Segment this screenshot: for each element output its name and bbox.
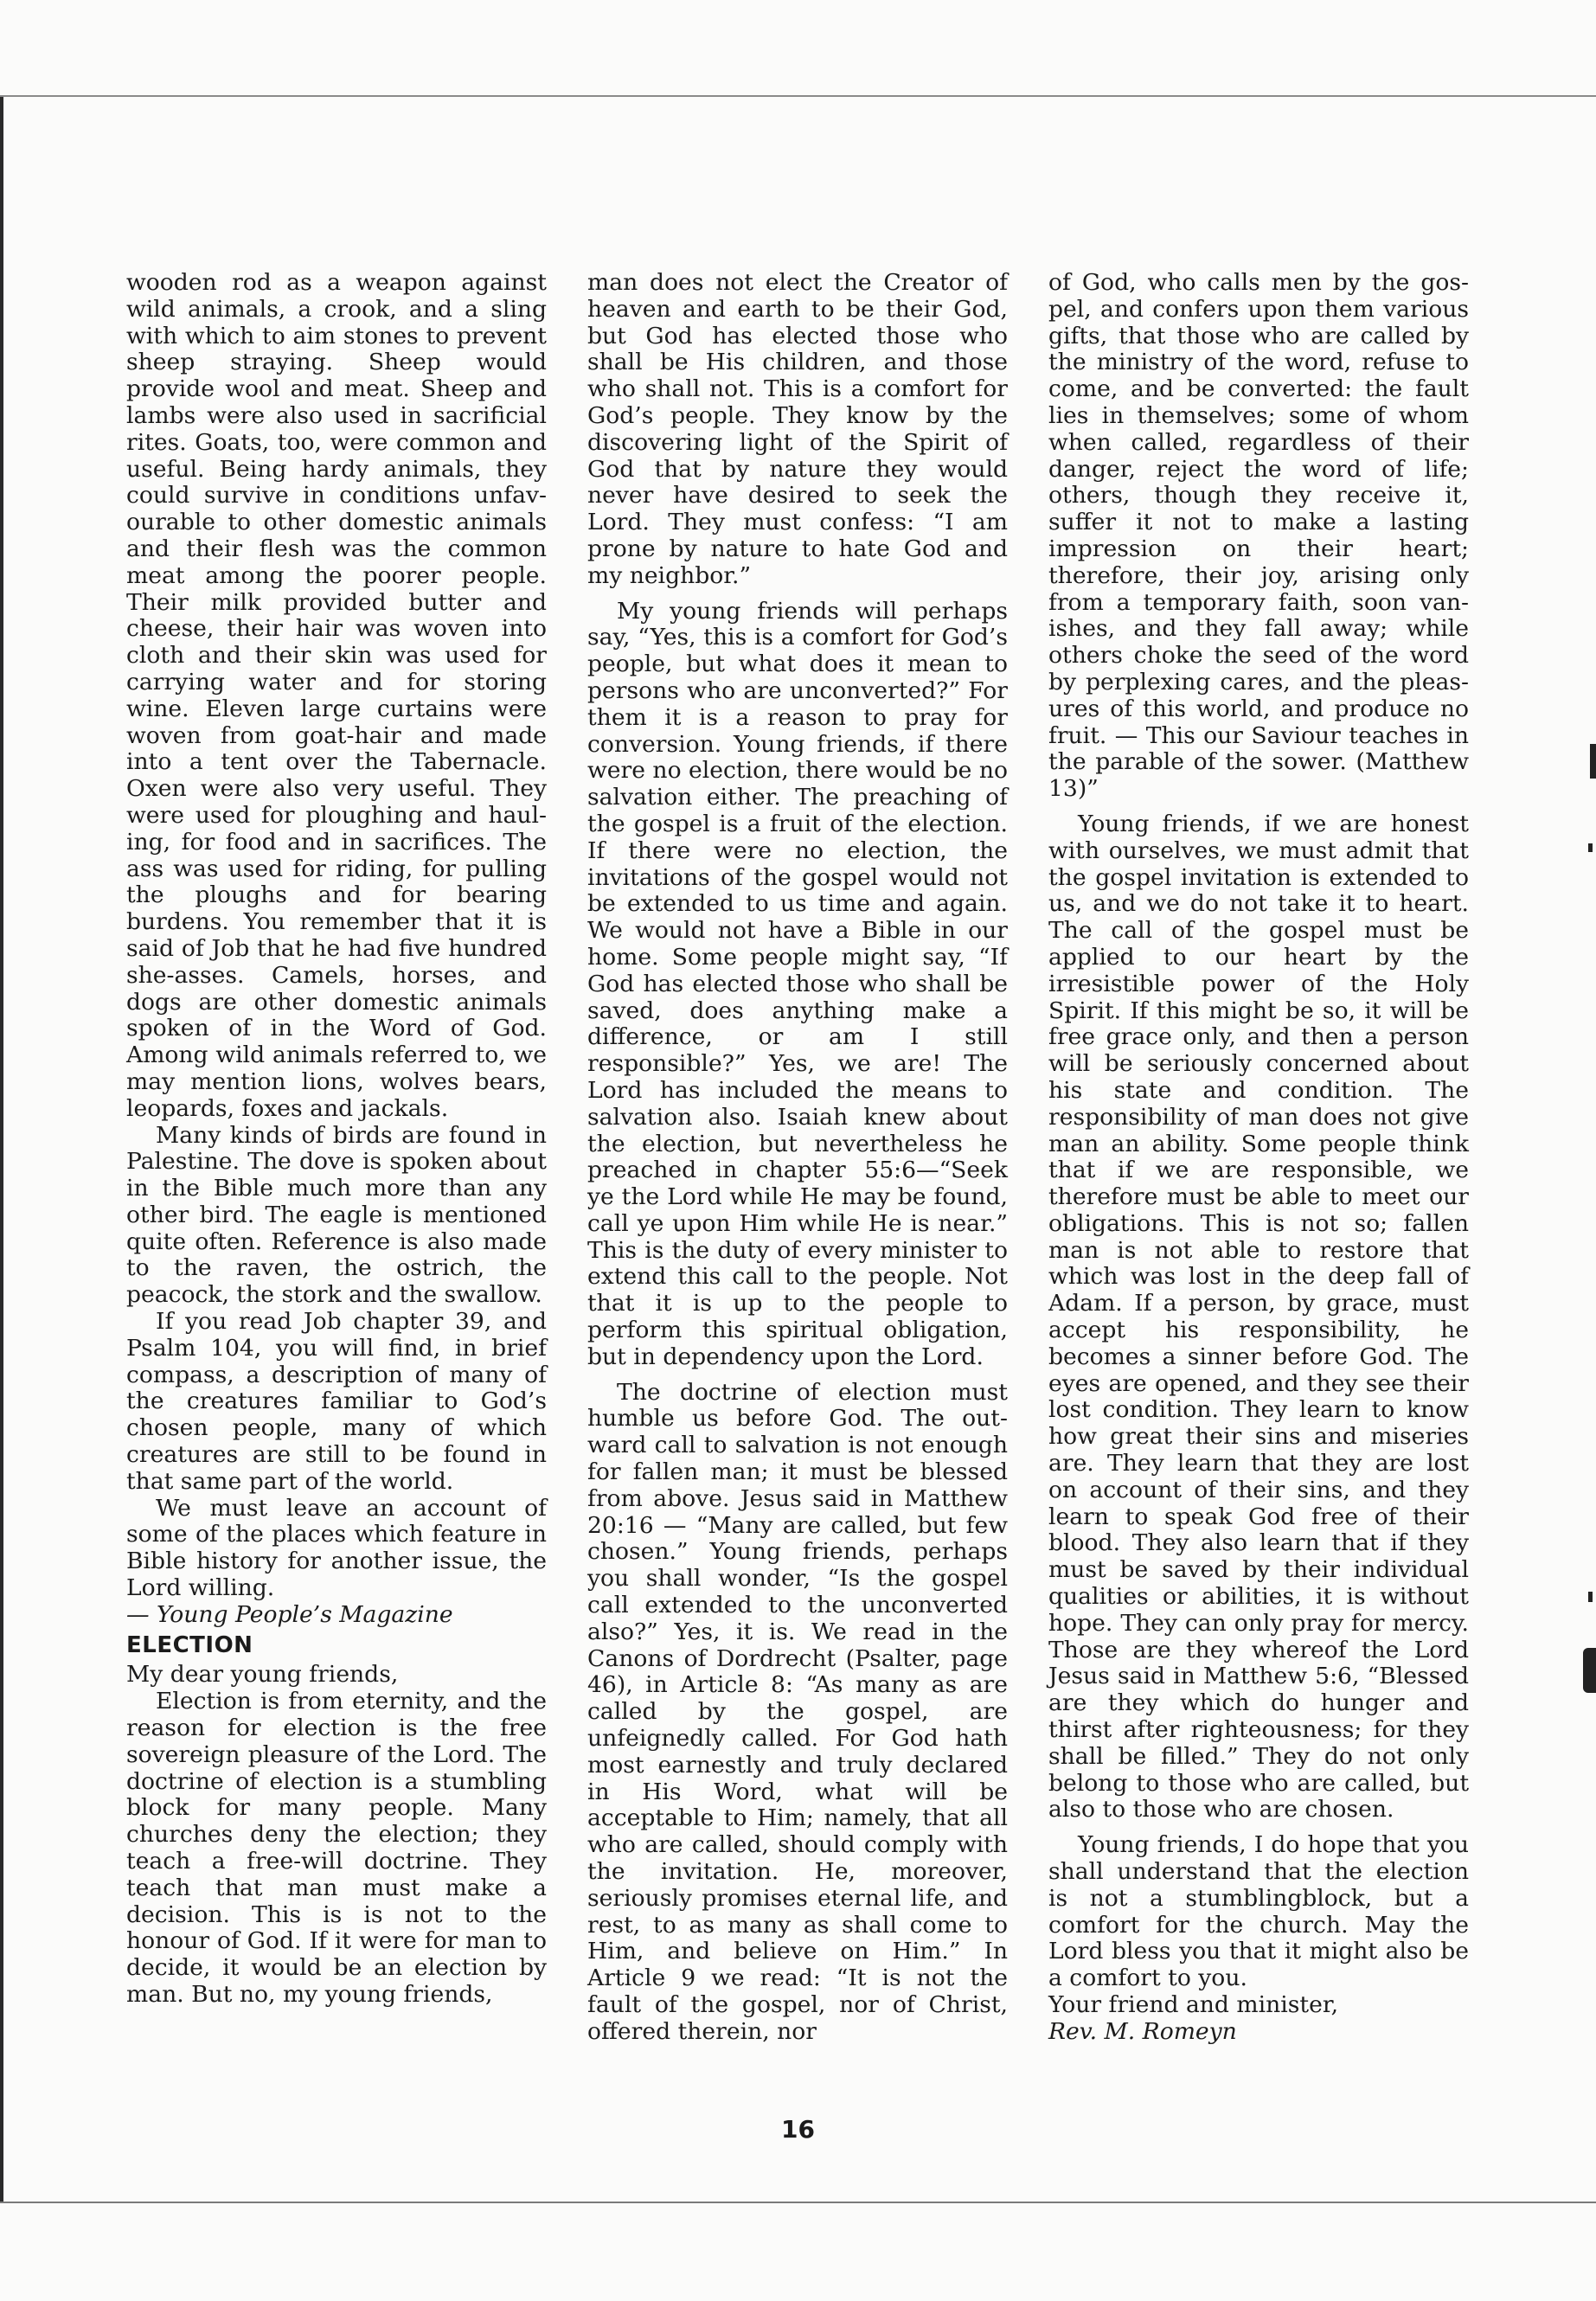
paragraph: wooden rod as a weapon against wild animals, a crook, and a sling with which to aim stones to prevent sheep straying. Sheep would provide wool and meat. Sheep and lambs were also used in sacrificial rites. Goats, too, were common and useful. Being hardy animals, they could survive in conditions unfavourable to other domestic animals and their flesh was the common meat among the poorer people. Their milk provided butter and cheese, their hair was woven into cloth and their skin was used for carrying water and for storing wine. Eleven large curtains were woven from goat-hair and made into a tent over the Tabernacle. Oxen were also very useful. They were used for ploughing and hauling, for food and in sacrifices. The ass was used for riding, for pulling the ploughs and for bearing burdens. You remember that it is said of Job that he had five hundred she-asses. Camels, horses, and dogs are other domestic animals spoken of in the Word of God. Among wild animals referred to, we may mention lions, wolves bears, leopards, foxes and jackals.	[126, 269, 547, 1122]
paragraph: We must leave an account of some of the places which feature in Bible history for another issue, the Lord willing.	[126, 1494, 547, 1602]
paragraph: Young friends, if we are honest with ourselves, we must admit that the gospel invitation is extended to us, and we do not take it to heart. The call of the gospel must be applied to our heart by the irresistible power of the Holy Spirit. If this might be so, it will be free grace only, and then a person will be seriously concerned about his state and condition. The responsibility of man does not give man an ability. Some people think that if we are responsible, we therefore must be able to meet our obligations. This is not so; fallen man is not able to restore that which was lost in the deep fall of Adam. If a person, by grace, must accept his responsibility, he becomes a sinner before God. The eyes are opened, and they see their lost condition. They learn to know how great their sins and miseries are. They learn that they are lost on account of their sins, and they learn to speak God free of their blood. They also learn that if they must be saved by their individual qualities or abilities, it is without hope. They can only pray for mercy. Those are they whereof the Lord Jesus said in Matthew 5:6, “Blessed are they which do hunger and thirst after righteousness; for they shall be filled.” They do not only belong to those who are called, but also to those who are chosen.	[1048, 810, 1469, 1823]
column-2	[587, 270, 1008, 2046]
author-signature: Rev. M. Romeyn	[1048, 2017, 1237, 2045]
paragraph: My young friends will perhaps say, “Yes, this is a comfort for God’s people, but what does it mean to persons who are unconverted?” For them it is a reason to pray for conversion. Young friends, if there were no election, there would be no salvation either. The preaching of the gospel is a fruit of the election. If there were no election, the invitations of the gospel would not be extended to us time and again. We would not have a Bible in our home. Some people might say, “If God has elected those who shall be saved, does anything make a difference, or am I still responsible?” Yes, we are! The Lord has included the means to salvation also. Isaiah knew about the election, but nevertheless he preached in chapter 55:6—“Seek ye the Lord while He may be found, call ye upon Him while He is near.” This is the duty of every minister to extend this call to the people. Not that it is up to the people to perform this spiritual obligation, but in dependency upon the Lord.	[587, 597, 1008, 1370]
scan-edge-mark	[1588, 843, 1593, 852]
scan-edge-mark	[1583, 1648, 1596, 1693]
top-rule	[0, 95, 1596, 97]
paragraph: Election is from eternity, and the reason for election is the free sovereign pleasure of the Lord. The doctrine of election is a stumbling block for many people. Many churches deny the election; they teach a free-will doctrine. They teach that man must make a decision. This is is not to the honour of God. If it were for man to decide, it would be an election by man. But no, my young friends,	[126, 1688, 547, 2008]
scan-edge-mark	[1590, 744, 1596, 779]
paragraph: of God, who calls men by the gospel, and confers upon them various gifts, that those who are called by the ministry of the word, refuse to come, and be converted: the fault lies in themselves; some of whom when called, regardless of their danger, reject the word of life; others, though they receive it, suffer it not to make a lasting impression on their heart; therefore, their joy, arising only from a temporary faith, soon vanishes, and they fall away; while others choke the seed of the word by perplexing cares, and the pleasures of this world, and produce no fruit. — This our Saviour teaches in the parable of the sower. (Matthew 13)”	[1048, 269, 1469, 803]
bottom-rule	[0, 2202, 1596, 2203]
section-heading: ELECTION	[126, 1631, 253, 1658]
paragraph: Young friends, I do hope that you shall understand that the election is not a stumblingblock, but a comfort for the church. May the Lord bless you that it might also be a comfort to you.	[1048, 1831, 1469, 1992]
salutation: My dear young friends,	[126, 1661, 399, 1689]
paragraph: If you read Job chapter 39, and Psalm 104, you will find, in brief compass, a description of many of the creatures familiar to God’s chosen people, many of which creatures are still to be found in that same part of the world.	[126, 1308, 547, 1495]
paragraph: man does not elect the Creator of heaven and earth to be their God, but God has elected those who shall be His children, and those who shall not. This is a comfort for God’s people. They know by the discovering light of the Spirit of God that by nature they would never have desired to seek the Lord. They must confess: “I am prone by nature to hate God and my neighbor.”	[587, 269, 1008, 589]
sign-off: Your friend and minister,	[1048, 1991, 1339, 2018]
paragraph: Many kinds of birds are found in Palestine. The dove is spoken about in the Bible much more than any other bird. The eagle is mentioned quite often. Reference is also made to the raven, the ostrich, the peacock, the stork and the swallow.	[126, 1121, 547, 1309]
column-3	[1048, 270, 1469, 2046]
page-number: 16	[781, 2115, 815, 2144]
article-page	[126, 270, 1469, 2112]
column-1	[126, 270, 547, 2009]
scan-edge-mark	[1588, 1592, 1593, 1602]
source-attribution: — Young People’s Magazine	[126, 1600, 453, 1628]
left-edge-shadow	[0, 97, 3, 2202]
paragraph: The doctrine of election must humble us before God. The outward call to salvation is not enough for fallen man; it must be blessed from above. Jesus said in Matthew 20:16 — “Many are called, but few chosen.” Young friends, perhaps you shall wonder, “Is the gospel call extended to the unconverted also?” Yes, it is. We read in the Canons of Dordrecht (Psalter, page 46), in Article 8: “As many as are called by the gospel, are unfeignedly called. For God hath most earnestly and truly declared in His Word, what will be acceptable to Him; namely, that all who are called, should comply with the invitation. He, moreover, seriously promises eternal life, and rest, to as many as shall come to Him, and believe on Him.” In Article 9 we read: “It is not the fault of the gospel, nor of Christ, offered therein, nor	[587, 1378, 1008, 2045]
